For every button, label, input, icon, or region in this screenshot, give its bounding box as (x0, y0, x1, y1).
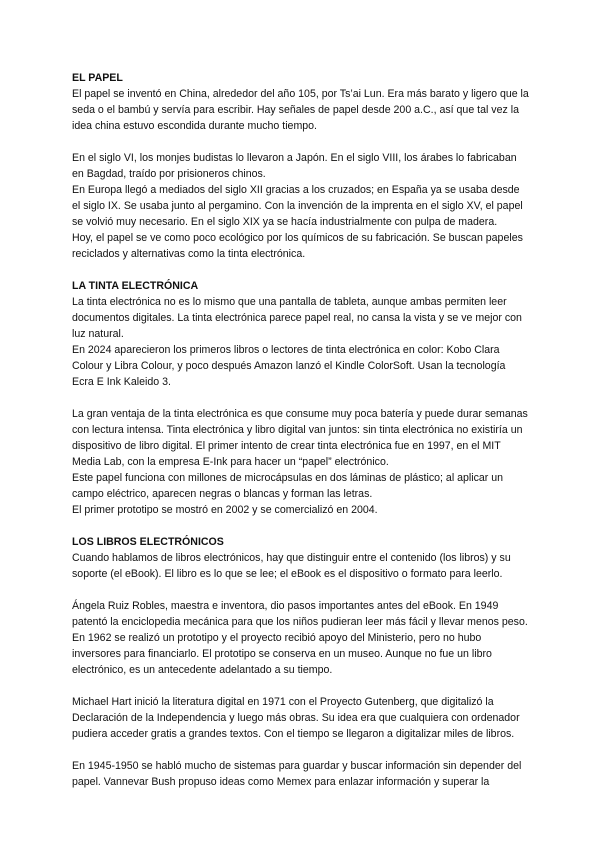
paragraph: Este papel funciona con millones de microcápsulas en dos láminas de plástico; al aplicar un campo eléctrico, aparecen negras o blancas y forman las letras. (72, 472, 504, 500)
section-heading-tinta-electronica: LA TINTA ELECTRÓNICA (72, 280, 199, 292)
paragraph: En 1945-1950 se habló mucho de sistemas para guardar y buscar información sin depender del papel. Vannevar Bush propuso ideas como Memex para enlazar información y superar la (72, 760, 522, 788)
section-heading-libros-electronicos: LOS LIBROS ELECTRÓNICOS (72, 536, 224, 548)
paragraph: En el siglo VI, los monjes budistas lo llevaron a Japón. En el siglo VIII, los árabes lo fabricaban en Bagdad, traído por prisioneros chinos. (72, 152, 517, 180)
paragraph: En 2024 aparecieron los primeros libros o lectores de tinta electrónica en color: Kobo Clara Colour y Libra Colour, y poco después Amazon lanzó el Kindle ColorSoft. Usan la tecnología Ecra E Ink Kaleido 3. (72, 344, 506, 388)
paragraph: Michael Hart inició la literatura digital en 1971 con el Proyecto Gutenberg, que digitalizó la Declaración de la Independencia y luego más obras. Su idea era que cualquiera con ordenador pudiera acceder gratis a grandes textos. Con el tiempo se llegaron a digitalizar miles de libros. (72, 696, 520, 740)
paragraph: Ángela Ruiz Robles, maestra e inventora, dio pasos importantes antes del eBook. En 1949 patentó la enciclopedia mecánica para que los niños pudieran leer más fácil y llevar menos peso. En 1962 se realizó un prototipo y el proyecto recibió apoyo del Ministerio, pero no hubo inversores para financiarlo. El prototipo se conserva en un museo. Aunque no fue un libro electrónico, es un antecedente adelantado a su tiempo. (72, 600, 528, 676)
paragraph: En Europa llegó a mediados del siglo XII gracias a los cruzados; en España ya se usaba desde el siglo IX. Se usaba junto al pergamino. Con la invención de la imprenta en el siglo XV, el papel se volvió muy necesario. En el siglo XIX ya se hacía industrialmente con pulpa de madera. (72, 184, 523, 228)
document-page (72, 70, 530, 790)
paragraph: El primer prototipo se mostró en 2002 y se comercializó en 2004. (72, 504, 378, 516)
paragraph: La tinta electrónica no es lo mismo que una pantalla de tableta, aunque ambas permiten leer documentos digitales. La tinta electrónica parece papel real, no cansa la vista y se ve mejor con luz natural. (72, 296, 522, 340)
section-heading-el-papel: EL PAPEL (72, 72, 123, 84)
paragraph: Hoy, el papel se ve como poco ecológico por los químicos de su fabricación. Se buscan papeles reciclados y alternativas como la tinta electrónica. (72, 232, 523, 260)
paragraph: El papel se inventó en China, alrededor del año 105, por Ts’ai Lun. Era más barato y ligero que la seda o el bambú y servía para escribir. Hay señales de papel desde 200 a.C., así que tal vez la idea china estuvo escondida durante mucho tiempo. (72, 88, 529, 132)
paragraph: Cuando hablamos de libros electrónicos, hay que distinguir entre el contenido (los libros) y su soporte (el eBook). El libro es lo que se lee; el eBook es el dispositivo o formato para leerlo. (72, 552, 511, 580)
paragraph: La gran ventaja de la tinta electrónica es que consume muy poca batería y puede durar semanas con lectura intensa. Tinta electrónica y libro digital van juntos: sin tinta electrónica no existiría un dispositivo de libro digital. El primer intento de crear tinta electrónica fue en 1997, en el MIT Media Lab, con la empresa E-Ink para hacer un “papel” electrónico. (72, 408, 528, 468)
